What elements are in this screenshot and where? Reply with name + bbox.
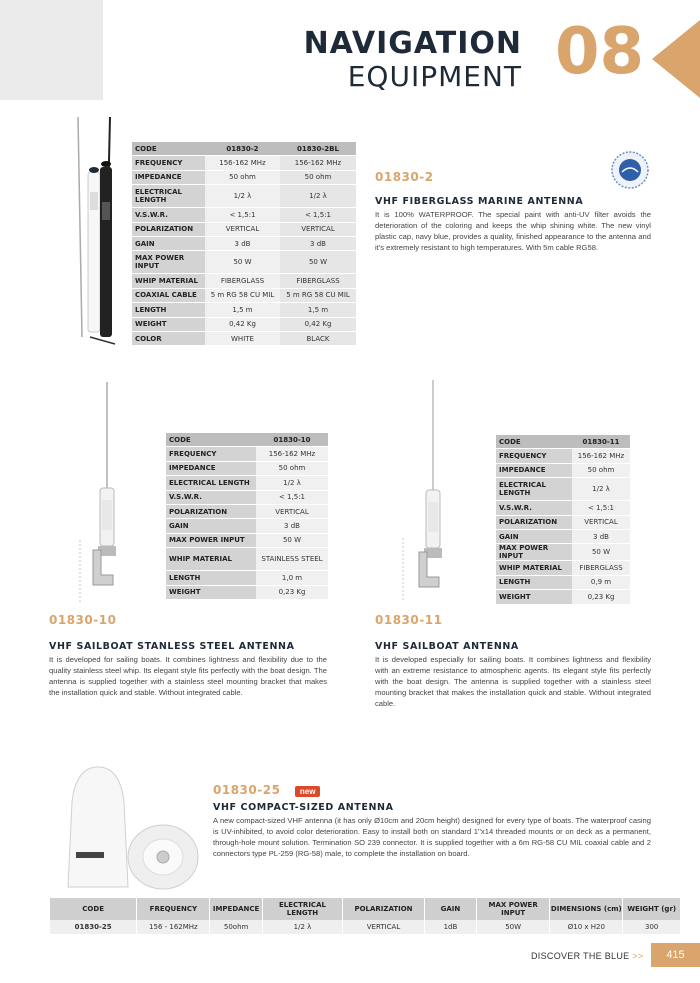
- footer-arrows: >>: [632, 951, 644, 961]
- table-cell: 1/2 λ: [205, 185, 280, 208]
- table-header-row: [496, 435, 630, 449]
- column-header: GAIN: [424, 898, 476, 920]
- table-cell: < 1,5:1: [572, 501, 630, 515]
- table-row: [132, 303, 356, 317]
- table-cell: WHIP MATERIAL: [132, 274, 205, 288]
- table-row: [496, 544, 630, 561]
- table-cell: 1dB: [424, 920, 476, 934]
- table-cell: 156 - 162MHz: [137, 920, 210, 934]
- table-cell: 50 W: [205, 251, 280, 274]
- table-row: [132, 289, 356, 303]
- chapter-number: 08: [555, 15, 645, 89]
- table-cell: GAIN: [496, 530, 572, 544]
- table-cell: FIBERGLASS: [572, 561, 630, 575]
- product-description: It is developed for sailing boats. It combines lightness and flexibility due to the quality stainless steel whip. Its elegant style fits perfectly with the boat design. The antenna is supplied together with a stainless steel mounting bracket that makes the installation quick and stable. Without integrated cable.: [49, 655, 327, 697]
- table-cell: V.S.W.R.: [166, 491, 256, 505]
- column-header: WEIGHT (gr): [623, 898, 681, 920]
- table-cell: VERTICAL: [572, 516, 630, 530]
- table-header-row: [166, 433, 328, 447]
- table-cell: 1,5 m: [205, 303, 280, 317]
- table-row: [166, 491, 328, 505]
- table-cell: 01830-11: [572, 435, 630, 449]
- table-cell: WEIGHT: [496, 590, 572, 604]
- spec-table-01830-25: [50, 898, 681, 934]
- table-cell: 0,42 Kg: [280, 318, 356, 332]
- table-cell: CODE: [132, 142, 205, 156]
- table-row: [496, 561, 630, 575]
- table-cell: 3 dB: [205, 237, 280, 251]
- table-row: [50, 920, 681, 934]
- table-row: [132, 223, 356, 237]
- table-cell: 3 dB: [572, 530, 630, 544]
- spec-table-01830-10: [166, 433, 328, 600]
- table-cell: 0,42 Kg: [205, 318, 280, 332]
- table-row: [496, 449, 630, 463]
- table-row: [166, 586, 328, 600]
- table-header-row: [50, 898, 681, 920]
- table-cell: POLARIZATION: [496, 516, 572, 530]
- table-cell: 156-162 MHz: [256, 447, 328, 461]
- table-cell: WHIP MATERIAL: [496, 561, 572, 575]
- table-row: [496, 516, 630, 530]
- table-cell: V.S.W.R.: [132, 208, 205, 222]
- table-cell: STAINLESS STEEL: [256, 548, 328, 571]
- table-cell: IMPEDANCE: [496, 464, 572, 478]
- column-header: ELECTRICAL LENGTH: [262, 898, 343, 920]
- table-row: [132, 318, 356, 332]
- table-row: [496, 530, 630, 544]
- table-cell: WHITE: [205, 332, 280, 346]
- table-cell: V.S.W.R.: [496, 501, 572, 515]
- table-cell: 50 W: [280, 251, 356, 274]
- product-description: It is developed especially for sailing boats. It combines lightness and flexibility with an extreme resistance to atmospheric agents. Its elegant style fits perfectly with the boat design. The antenna is supplied together with a stainless steel mounting bracket that makes the installation quick and stable. Without integrated cable.: [375, 655, 651, 708]
- table-row: [166, 462, 328, 476]
- table-cell: MAX POWER INPUT: [166, 534, 256, 548]
- table-cell: GAIN: [132, 237, 205, 251]
- table-cell: < 1,5:1: [205, 208, 280, 222]
- table-cell: 01830-10: [256, 433, 328, 447]
- sailboat-antenna-image: [395, 378, 475, 603]
- fiberglass-antenna-image: [60, 112, 135, 347]
- product-description: It is 100% WATERPROOF. The special paint with anti-UV filter avoids the deterioration of the coloring and keeps the whip shining white. The new vinyl plastic cap, navy blue, provides a quality, finished appearance to the antenna and it's extremely resistant to high temperatures. With 5m cable RG58.: [375, 210, 651, 252]
- table-cell: < 1,5:1: [280, 208, 356, 222]
- chapter-chevron-icon: [652, 20, 700, 98]
- column-header: FREQUENCY: [137, 898, 210, 920]
- table-cell: 01830-2: [205, 142, 280, 156]
- table-row: [166, 548, 328, 571]
- table-cell: BLACK: [280, 332, 356, 346]
- table-cell: 1/2 λ: [280, 185, 356, 208]
- table-cell: 50 W: [572, 544, 630, 561]
- table-cell: FIBERGLASS: [280, 274, 356, 288]
- table-cell: 156-162 MHz: [280, 156, 356, 170]
- table-cell: 50 ohm: [280, 171, 356, 185]
- table-row: [166, 505, 328, 519]
- table-cell: 156-162 MHz: [572, 449, 630, 463]
- page-title-line2: EQUIPMENT: [347, 60, 522, 93]
- table-row: [132, 208, 356, 222]
- table-cell: 0,23 Kg: [572, 590, 630, 604]
- table-row: [166, 534, 328, 548]
- table-row: [496, 590, 630, 604]
- product-description: A new compact-sized VHF antenna (it has only Ø10cm and 20cm height) designed for every type of boats. The waterproof casing is UV-inhibited, to avoid color deterioration. Easy to install both on standard 1''x14 threaded mounts or on deck as a permanent, through-hole mount solution. Termination SO 239 connector. It is supplied together with a 6m RG-58 CU MIL coaxial cable and 2 connectors type PL-259 (RG-58) male, to complete the installation on board.: [213, 816, 651, 858]
- table-cell: < 1,5:1: [256, 491, 328, 505]
- table-cell: FREQUENCY: [132, 156, 205, 170]
- table-row: [496, 478, 630, 501]
- table-cell: 50W: [477, 920, 550, 934]
- footer-tagline-text: DISCOVER THE BLUE: [531, 951, 630, 961]
- table-cell: WEIGHT: [166, 586, 256, 600]
- compact-antenna-image: [58, 762, 203, 892]
- table-cell: COAXIAL CABLE: [132, 289, 205, 303]
- table-cell: IMPEDANCE: [166, 462, 256, 476]
- product-title: VHF SAILBOAT STANLESS STEEL ANTENNA: [49, 641, 295, 652]
- table-cell: IMPEDANCE: [132, 171, 205, 185]
- table-cell: LENGTH: [496, 576, 572, 590]
- column-header: CODE: [50, 898, 137, 920]
- table-cell: 50ohm: [210, 920, 262, 934]
- table-row: [132, 185, 356, 208]
- table-row: [132, 171, 356, 185]
- table-cell: MAX POWER INPUT: [132, 251, 205, 274]
- product-code: 01830-10: [49, 613, 117, 627]
- spec-table-01830-2: [132, 142, 356, 346]
- table-cell: FIBERGLASS: [205, 274, 280, 288]
- table-cell: 01830-25: [50, 920, 137, 934]
- table-header-row: [132, 142, 356, 156]
- page-number: 415: [651, 943, 700, 967]
- table-cell: POLARIZATION: [132, 223, 205, 237]
- table-cell: ELECTRICAL LENGTH: [132, 185, 205, 208]
- product-code: 01830-11: [375, 613, 443, 627]
- table-cell: 3 dB: [256, 519, 328, 533]
- table-row: [496, 501, 630, 515]
- table-cell: FREQUENCY: [496, 449, 572, 463]
- table-cell: CODE: [496, 435, 572, 449]
- spec-table-01830-11: [496, 435, 630, 605]
- table-cell: LENGTH: [166, 571, 256, 585]
- table-row: [166, 571, 328, 585]
- table-row: [132, 274, 356, 288]
- table-cell: 1/2 λ: [572, 478, 630, 501]
- table-row: [132, 332, 356, 346]
- table-row: [132, 237, 356, 251]
- table-cell: 5 m RG 58 CU MIL: [205, 289, 280, 303]
- footer-tagline: [531, 951, 643, 961]
- table-cell: VERTICAL: [343, 920, 425, 934]
- table-cell: 50 ohm: [572, 464, 630, 478]
- table-row: [166, 447, 328, 461]
- table-row: [166, 476, 328, 490]
- table-cell: 50 ohm: [256, 462, 328, 476]
- table-cell: VERTICAL: [280, 223, 356, 237]
- table-row: [496, 576, 630, 590]
- table-cell: 1,0 m: [256, 571, 328, 585]
- table-cell: 01830-2BL: [280, 142, 356, 156]
- table-cell: 1/2 λ: [256, 476, 328, 490]
- column-header: MAX POWER INPUT: [477, 898, 550, 920]
- stainless-antenna-image: [65, 380, 150, 605]
- table-row: [132, 251, 356, 274]
- column-header: IMPEDANCE: [210, 898, 262, 920]
- header-corner-panel: [0, 0, 103, 100]
- table-cell: VERTICAL: [256, 505, 328, 519]
- table-cell: ELECTRICAL LENGTH: [496, 478, 572, 501]
- table-cell: 300: [623, 920, 681, 934]
- table-cell: Ø10 x H20: [550, 920, 623, 934]
- table-cell: 0,23 Kg: [256, 586, 328, 600]
- table-cell: MAX POWER INPUT: [496, 544, 572, 561]
- table-cell: WEIGHT: [132, 318, 205, 332]
- page-title-line1: NAVIGATION: [303, 26, 522, 61]
- table-cell: 3 dB: [280, 237, 356, 251]
- product-title: VHF COMPACT-SIZED ANTENNA: [213, 802, 394, 813]
- certification-seal-icon: [610, 150, 650, 190]
- table-cell: CODE: [166, 433, 256, 447]
- table-cell: LENGTH: [132, 303, 205, 317]
- table-cell: ELECTRICAL LENGTH: [166, 476, 256, 490]
- product-code-row: [213, 781, 320, 799]
- table-row: [132, 156, 356, 170]
- product-code: 01830-25: [213, 783, 281, 797]
- column-header: POLARIZATION: [343, 898, 425, 920]
- table-cell: GAIN: [166, 519, 256, 533]
- table-row: [166, 519, 328, 533]
- table-cell: VERTICAL: [205, 223, 280, 237]
- table-cell: WHIP MATERIAL: [166, 548, 256, 571]
- product-title: VHF FIBERGLASS MARINE ANTENNA: [375, 196, 584, 207]
- table-cell: COLOR: [132, 332, 205, 346]
- table-row: [496, 464, 630, 478]
- product-title: VHF SAILBOAT ANTENNA: [375, 641, 519, 652]
- column-header: DIMENSIONS (cm): [550, 898, 623, 920]
- new-badge: new: [295, 786, 321, 797]
- table-cell: 1,5 m: [280, 303, 356, 317]
- table-cell: FREQUENCY: [166, 447, 256, 461]
- table-cell: 50 ohm: [205, 171, 280, 185]
- table-cell: 50 W: [256, 534, 328, 548]
- product-code: 01830-2: [375, 170, 434, 184]
- table-cell: POLARIZATION: [166, 505, 256, 519]
- table-cell: 0,9 m: [572, 576, 630, 590]
- table-cell: 1/2 λ: [262, 920, 343, 934]
- table-cell: 5 m RG 58 CU MIL: [280, 289, 356, 303]
- table-cell: 156-162 MHz: [205, 156, 280, 170]
